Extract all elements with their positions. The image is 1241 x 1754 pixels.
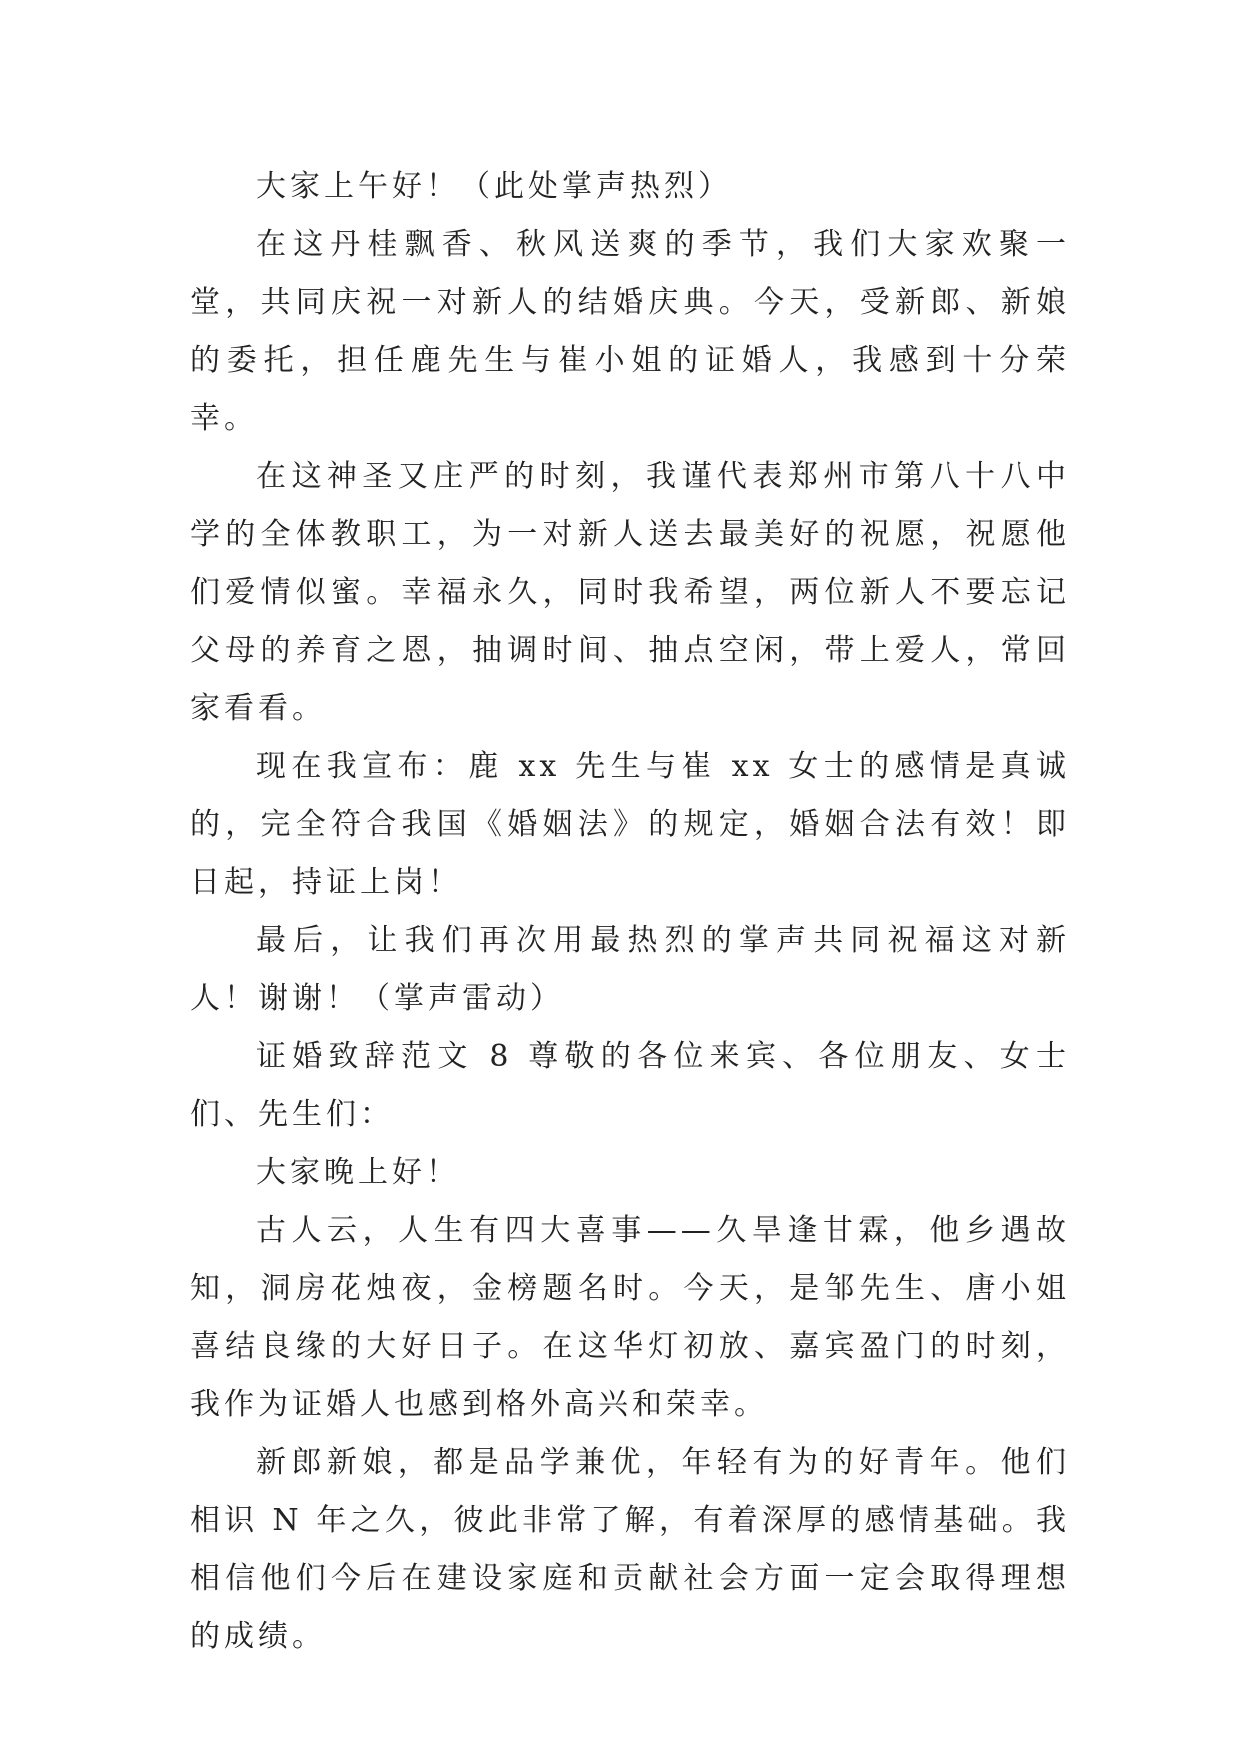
paragraph-celebration: 在这丹桂飘香、秋风送爽的季节，我们大家欢聚一堂，共同庆祝一对新人的结婚庆典。今天，受新郎、新娘的委托，担任鹿先生与崔小姐的证婚人，我感到十分荣幸。: [190, 227, 1070, 436]
paragraph-announcement: 现在我宣布：鹿 xx 先生与崔 xx 女士的感情是真诚的，完全符合我国《婚姻法》的规定，婚姻合法有效！即日起，持证上岗！: [190, 749, 1070, 900]
paragraph-greeting-evening: 大家晚上好！: [256, 1155, 460, 1190]
paragraph-couple-praise: 新郎新娘，都是品学兼优，年轻有为的好青年。他们相识 N 年之久，彼此非常了解，有着深厚的感情基础。我相信他们今后在建设家庭和贡献社会方面一定会取得理想的成绩。: [190, 1445, 1070, 1654]
paragraph-greeting-morning: 大家上午好！（此处掌声热烈）: [256, 169, 732, 204]
paragraph-closing: 最后，让我们再次用最热烈的掌声共同祝福这对新人！谢谢！（掌声雷动）: [190, 923, 1070, 1016]
paragraph-four-joys: 古人云，人生有四大喜事——久旱逢甘霖，他乡遇故知，洞房花烛夜，金榜题名时。今天，是邹先生、唐小姐喜结良缘的大好日子。在这华灯初放、嘉宾盈门的时刻，我作为证婚人也感到格外高兴和荣幸。: [190, 1213, 1070, 1422]
paragraph-blessing: 在这神圣又庄严的时刻，我谨代表郑州市第八十八中学的全体教职工，为一对新人送去最美好的祝愿，祝愿他们爱情似蜜。幸福永久，同时我希望，两位新人不要忘记父母的养育之恩，抽调时间、抽点空闲，带上爱人，常回家看看。: [190, 459, 1070, 726]
document-body: [190, 158, 1070, 1666]
paragraph-sample-8-salutation: 证婚致辞范文 8 尊敬的各位来宾、各位朋友、女士们、先生们：: [190, 1039, 1070, 1132]
